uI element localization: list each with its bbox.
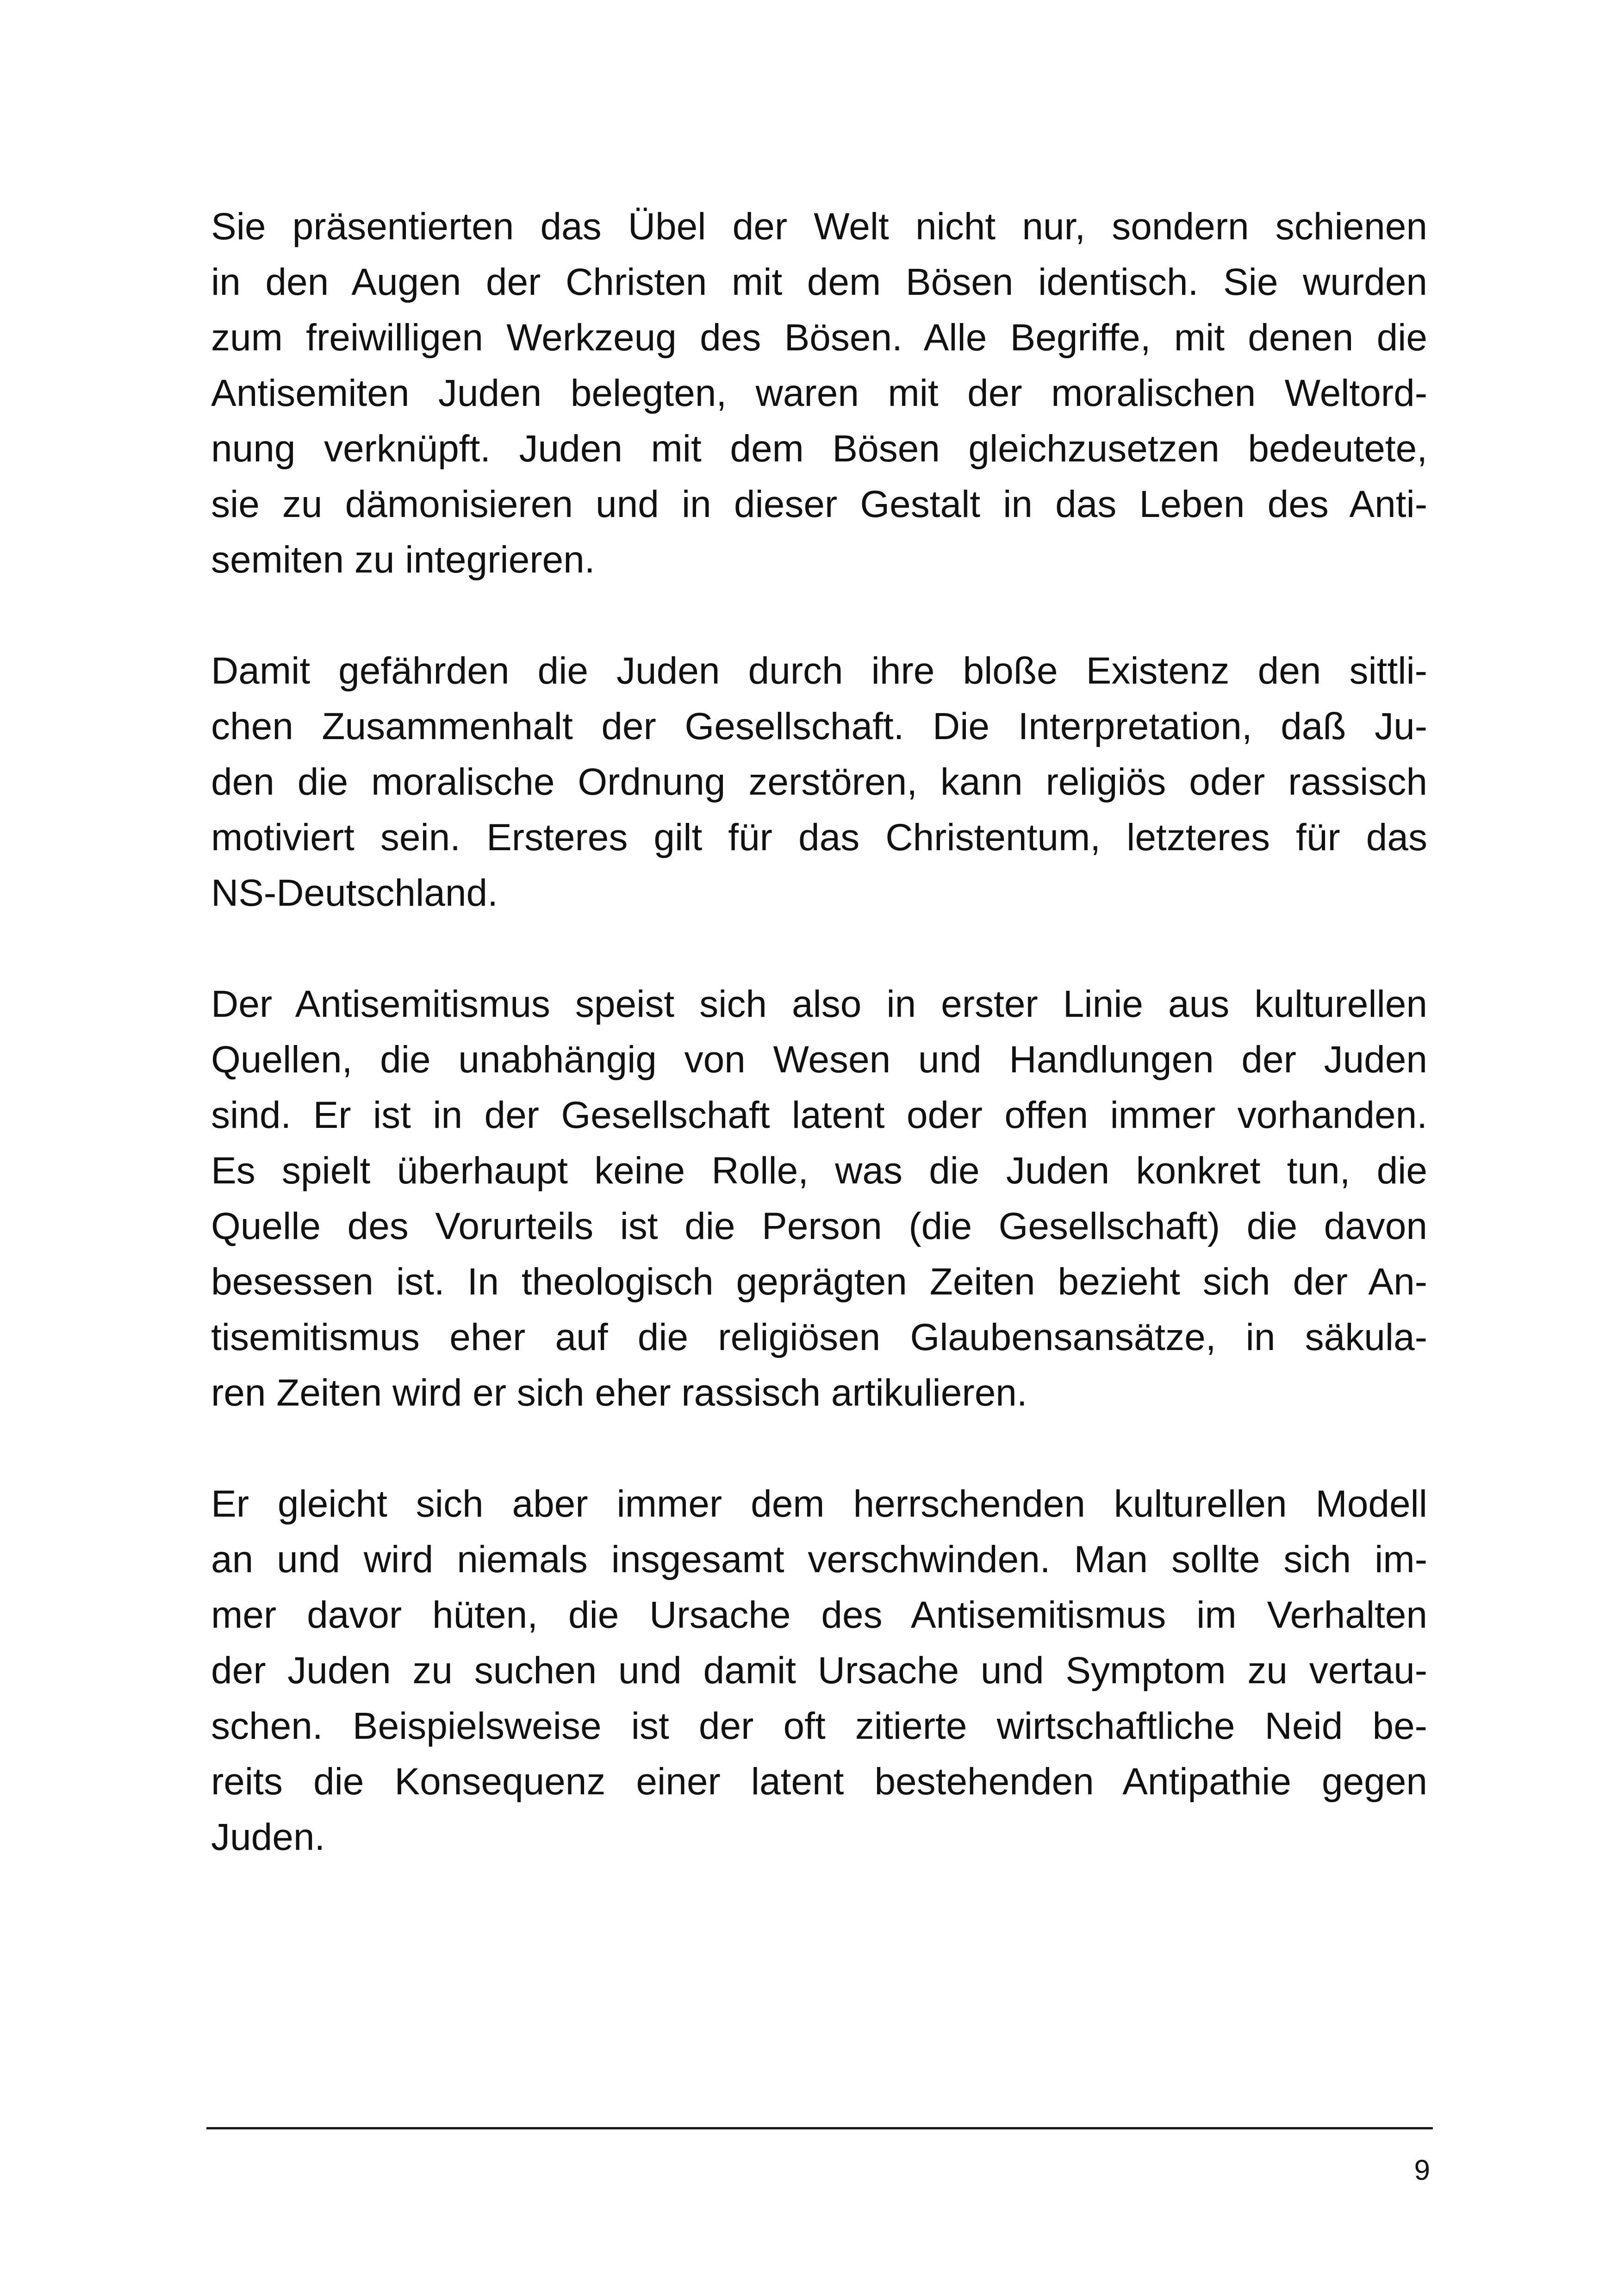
text-line: NS-Deutschland. — [211, 872, 498, 914]
text-line: Es spielt überhaupt keine Rolle, was die Juden konkret tun, die — [211, 1150, 1427, 1192]
text-line: Er gleicht sich aber immer dem herrschenden kulturellen Modell — [211, 1483, 1427, 1525]
footer-divider — [206, 2127, 1433, 2129]
text-line: semiten zu integrieren. — [211, 539, 595, 581]
text-line: besessen ist. In theologisch geprägten Zeiten bezieht sich der An- — [211, 1261, 1427, 1303]
text-line: in den Augen der Christen mit dem Bösen identisch. Sie wurden — [211, 261, 1427, 303]
paragraph-4 — [211, 1476, 1427, 1865]
body-text — [211, 199, 1427, 1921]
text-line: motiviert sein. Ersteres gilt für das Christentum, letzteres für das — [211, 816, 1427, 859]
text-line: nung verknüpft. Juden mit dem Bösen gleichzusetzen bedeutete, — [211, 428, 1427, 470]
text-line: Der Antisemitismus speist sich also in erster Linie aus kulturellen — [211, 983, 1427, 1025]
text-line: an und wird niemals insgesamt verschwinden. Man sollte sich im- — [211, 1538, 1427, 1580]
text-line: Quelle des Vorurteils ist die Person (die Gesellschaft) die davon — [211, 1205, 1427, 1247]
text-line: der Juden zu suchen und damit Ursache und Symptom zu vertau- — [211, 1649, 1427, 1692]
text-line: reits die Konsequenz einer latent bestehenden Antipathie gegen — [211, 1761, 1427, 1803]
text-line: chen Zusammenhalt der Gesellschaft. Die Interpretation, daß Ju- — [211, 705, 1427, 747]
text-line: schen. Beispielsweise ist der oft zitierte wirtschaftliche Neid be- — [211, 1705, 1427, 1747]
text-line: sie zu dämonisieren und in dieser Gestalt in das Leben des Anti- — [211, 483, 1427, 525]
text-line: ren Zeiten wird er sich eher rassisch artikulieren. — [211, 1372, 1027, 1414]
page-number: 9 — [1414, 2154, 1430, 2186]
paragraph-3 — [211, 977, 1427, 1421]
text-line: Sie präsentierten das Übel der Welt nicht nur, sondern schienen — [211, 205, 1427, 248]
paragraph-2 — [211, 643, 1427, 921]
text-line: den die moralische Ordnung zerstören, kann religiös oder rassisch — [211, 761, 1427, 803]
text-line: Quellen, die unabhängig von Wesen und Handlungen der Juden — [211, 1039, 1427, 1081]
text-line: mer davor hüten, die Ursache des Antisemitismus im Verhalten — [211, 1594, 1427, 1636]
text-line: Juden. — [211, 1816, 325, 1858]
text-line: Damit gefährden die Juden durch ihre bloße Existenz den sittli- — [211, 650, 1427, 692]
text-line: zum freiwilligen Werkzeug des Bösen. Alle Begriffe, mit denen die — [211, 317, 1427, 359]
text-line: tisemitismus eher auf die religiösen Glaubensansätze, in säkula- — [211, 1316, 1427, 1358]
text-line: sind. Er ist in der Gesellschaft latent oder offen immer vorhanden. — [211, 1094, 1427, 1136]
text-line: Antisemiten Juden belegten, waren mit der moralischen Weltord- — [211, 372, 1427, 414]
paragraph-1 — [211, 199, 1427, 588]
